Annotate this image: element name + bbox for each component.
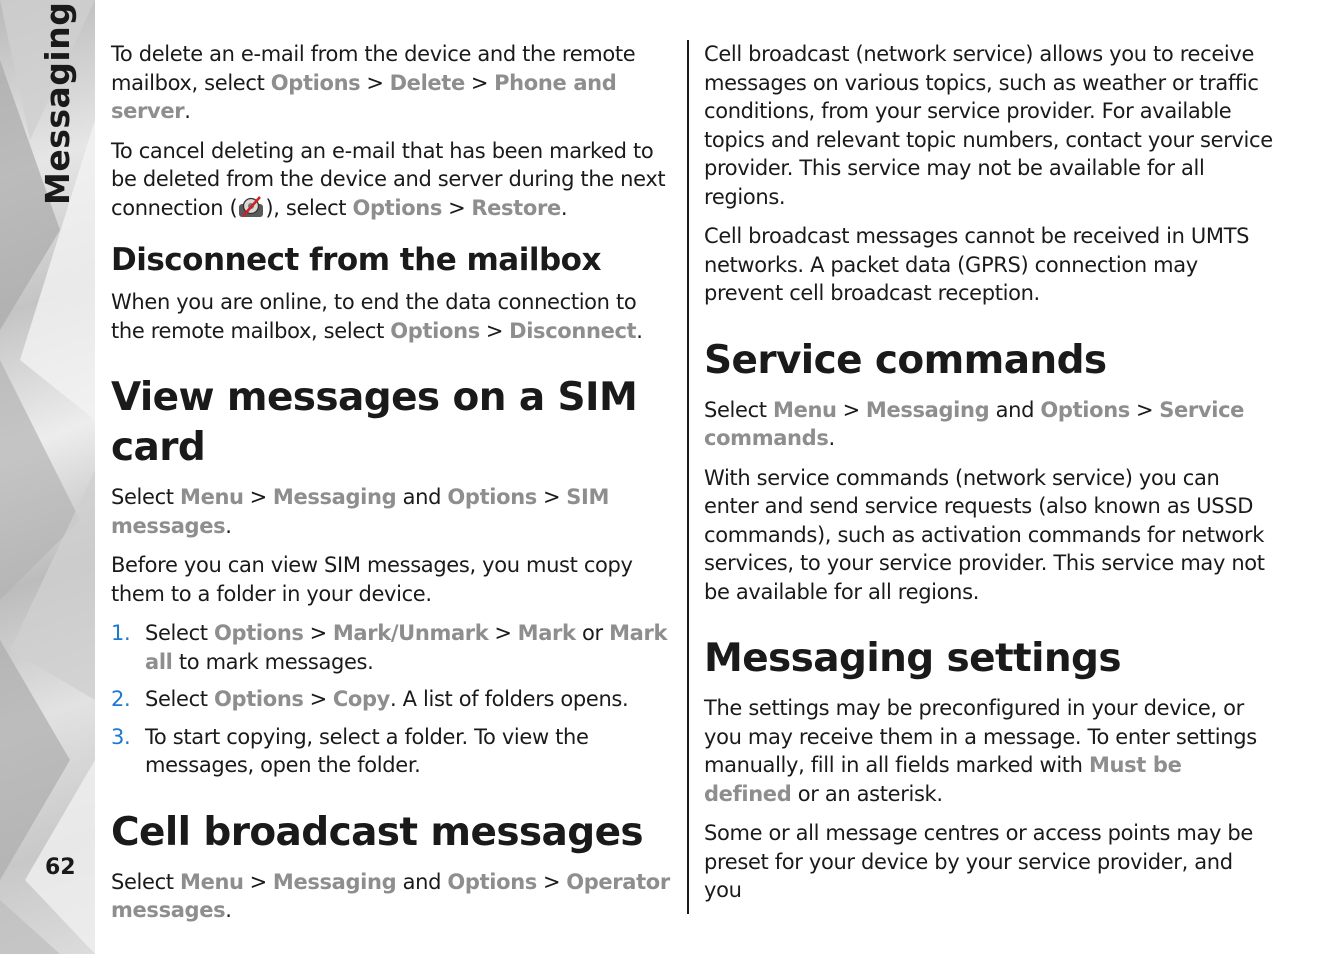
list-item: 1. Select Options > Mark/Unmark > Mark or Mark all to mark messages.	[111, 621, 668, 674]
menu-options: Options	[390, 318, 480, 343]
menu-options: Options	[1040, 397, 1130, 422]
menu-options: Options	[447, 485, 537, 509]
menu-options: Options	[214, 687, 304, 711]
list-item: 3. To start copying, select a folder. To view the messages, open the folder.	[111, 724, 589, 777]
menu-disconnect: Disconnect	[509, 318, 637, 343]
heading-messaging-settings: Messaging settings	[704, 636, 1121, 681]
menu-service-commands: Service commands	[704, 397, 1245, 450]
steps-list	[111, 619, 676, 780]
paragraph-select-service: Select Menu > Messaging and Options > Service commands.	[704, 397, 1245, 450]
menu-messaging: Messaging	[272, 485, 397, 509]
heading-service-commands: Service commands	[704, 337, 1107, 383]
sidebar	[0, 0, 95, 954]
menu-messaging: Messaging	[272, 869, 397, 894]
menu-options: Options	[270, 70, 361, 95]
menu-menu: Menu	[773, 397, 837, 422]
page-number: 62	[45, 855, 76, 880]
right-column	[704, 40, 1274, 916]
paragraph-service-info: With service commands (network service) you can enter and send service requests (also known as USSD commands), such as activation commands for network services, to your service provider. This service may not be available for all regions.	[704, 465, 1265, 604]
paragraph-settings-intro: The settings may be preconfigured in your device, or you may receive them in a message. To enter settings manually, fill in all fields marked with Must be defined or an asterisk.	[704, 696, 1257, 806]
list-item: 2. Select Options > Copy. A list of folders opens.	[111, 687, 629, 711]
menu-operator-messages: Operator messages	[111, 869, 670, 922]
menu-mark: Mark	[517, 621, 576, 645]
menu-sim-messages: SIM messages	[111, 485, 610, 538]
menu-menu: Menu	[180, 485, 244, 509]
menu-delete: Delete	[389, 70, 465, 95]
paragraph-sim-copy: Before you can view SIM messages, you must copy them to a folder in your device.	[111, 553, 633, 606]
paragraph-select-operator: Select Menu > Messaging and Options > Operator messages.	[111, 869, 670, 922]
menu-restore: Restore	[471, 195, 561, 220]
paragraph-delete-email: To delete an e-mail from the device and the remote mailbox, select Options > Delete > Phone and server.	[111, 42, 636, 123]
heading-sim-messages: View messages on a SIM card	[111, 375, 638, 470]
section-title: Messaging	[38, 1, 77, 205]
menu-mark-all: Mark all	[145, 621, 668, 674]
menu-messaging: Messaging	[865, 397, 990, 422]
menu-menu: Menu	[180, 869, 244, 894]
paragraph-cell-broadcast-info: Cell broadcast (network service) allows you to receive messages on various topics, such as weather or traffic conditions, from your service provider. For available topics and relevant topic numbers, contact your service provider. This service may not be available for all regions.	[704, 42, 1273, 209]
column-divider	[687, 40, 689, 914]
menu-mark-unmark: Mark/Unmark	[332, 621, 489, 645]
left-column	[111, 40, 676, 936]
paragraph-cancel-delete: To cancel deleting an e-mail that has been marked to be deleted from the device and server during the next connection ( ), select Options > Restore.	[111, 138, 666, 220]
menu-options: Options	[214, 621, 304, 645]
heading-cell-broadcast: Cell broadcast messages	[111, 809, 644, 855]
paragraph-settings-preset: Some or all message centres or access points may be preset for your device by your service provider, and you	[704, 821, 1253, 902]
paragraph-select-sim: Select Menu > Messaging and Options > SIM messages.	[111, 485, 610, 538]
menu-options: Options	[352, 195, 443, 220]
heading-disconnect: Disconnect from the mailbox	[111, 242, 601, 278]
label-must-be-defined: Must be defined	[704, 753, 1182, 806]
paragraph-cell-broadcast-umts: Cell broadcast messages cannot be received in UMTS networks. A packet data (GPRS) connection may prevent cell broadcast reception.	[704, 224, 1250, 305]
disconnected-connection-icon	[237, 195, 265, 219]
menu-copy: Copy	[332, 687, 390, 711]
paragraph-disconnect: When you are online, to end the data connection to the remote mailbox, select Options > Disconnect.	[111, 290, 643, 343]
menu-options: Options	[447, 869, 537, 894]
menu-phone-and-server: Phone and server	[111, 70, 617, 123]
